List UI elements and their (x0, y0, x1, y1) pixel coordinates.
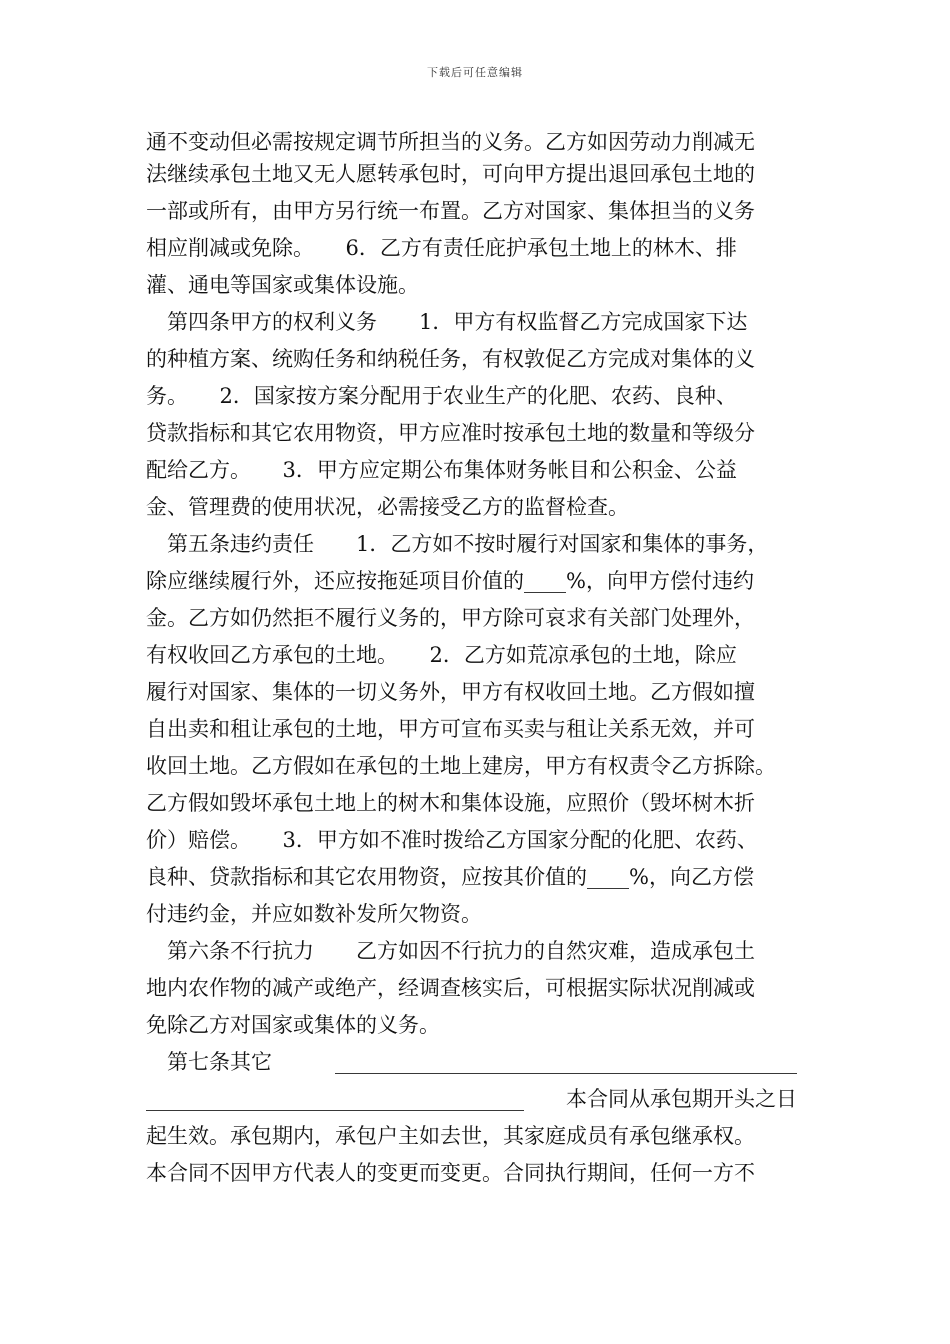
body-line: 付违约金，并应如数补发所欠物资。 (146, 902, 482, 926)
body-line: 第五条违约责任 1．乙方如不按时履行对国家和集体的事务， (146, 532, 769, 556)
body-line: 灌、通电等国家或集体设施。 (146, 273, 419, 297)
body-line: 地内农作物的减产或绝产，经调查核实后，可根据实际状况削减或 (146, 976, 755, 1000)
body-line: ____________________________________ 本合同从承包期开头之日 (146, 1087, 797, 1111)
body-line: 的种植方案、统购任务和纳税任务，有权敦促乙方完成对集体的义 (146, 347, 755, 371)
body-line: 价）赔偿。 3．甲方如不准时拨给乙方国家分配的化肥、农药、 (146, 828, 758, 852)
body-line: 良种、贷款指标和其它农用物资，应按其价值的____%，向乙方偿 (146, 865, 754, 889)
body-line: 第七条其它 ____________________________________________ (146, 1050, 797, 1074)
body-line: 自出卖和租让承包的土地，甲方可宣布买卖与租让关系无效，并可 (146, 717, 755, 741)
body-line: 起生效。承包期内，承包户主如去世，其家庭成员有承包继承权。 (146, 1124, 755, 1148)
body-line: 收回土地。乙方假如在承包的土地上建房，甲方有权责令乙方拆除。 (146, 754, 776, 778)
body-line: 相应削减或免除。 6．乙方有责任庇护承包土地上的林木、排 (146, 236, 737, 260)
body-line: 乙方假如毁坏承包土地上的树木和集体设施，应照价（毁坏树木折 (146, 791, 755, 815)
body-line: 除应继续履行外，还应按拖延项目价值的____%，向甲方偿付违约 (146, 569, 754, 593)
body-line: 务。 2．国家按方案分配用于农业生产的化肥、农药、良种、 (146, 384, 737, 408)
body-line: 第六条不行抗力 乙方如因不行抗力的自然灾难，造成承包土 (146, 939, 755, 963)
body-line: 金、管理费的使用状况，必需接受乙方的监督检查。 (146, 495, 629, 519)
body-line: 一部或所有，由甲方另行统一布置。乙方对国家、集体担当的义务 (146, 199, 755, 223)
body-line: 第四条甲方的权利义务 1．甲方有权监督乙方完成国家下达 (146, 310, 748, 334)
body-line: 履行对国家、集体的一切义务外，甲方有权收回土地。乙方假如擅 (146, 680, 755, 704)
body-line: 有权收回乙方承包的土地。 2．乙方如荒凉承包的土地，除应 (146, 643, 737, 667)
body-line: 免除乙方对国家或集体的义务。 (146, 1013, 440, 1037)
body-line: 通不变动但必需按规定调节所担当的义务。乙方如因劳动力削减无 (146, 130, 755, 154)
page-header: 下载后可任意编辑 (427, 66, 523, 79)
body-line: 本合同不因甲方代表人的变更而变更。合同执行期间，任何一方不 (146, 1161, 755, 1185)
body-line: 金。乙方如仍然拒不履行义务的，甲方除可哀求有关部门处理外， (146, 606, 755, 630)
body-line: 法继续承包土地又无人愿转承包时，可向甲方提出退回承包土地的 (146, 162, 755, 186)
body-line: 贷款指标和其它农用物资，甲方应准时按承包土地的数量和等级分 (146, 421, 755, 445)
body-line: 配给乙方。 3．甲方应定期公布集体财务帐目和公积金、公益 (146, 458, 737, 482)
